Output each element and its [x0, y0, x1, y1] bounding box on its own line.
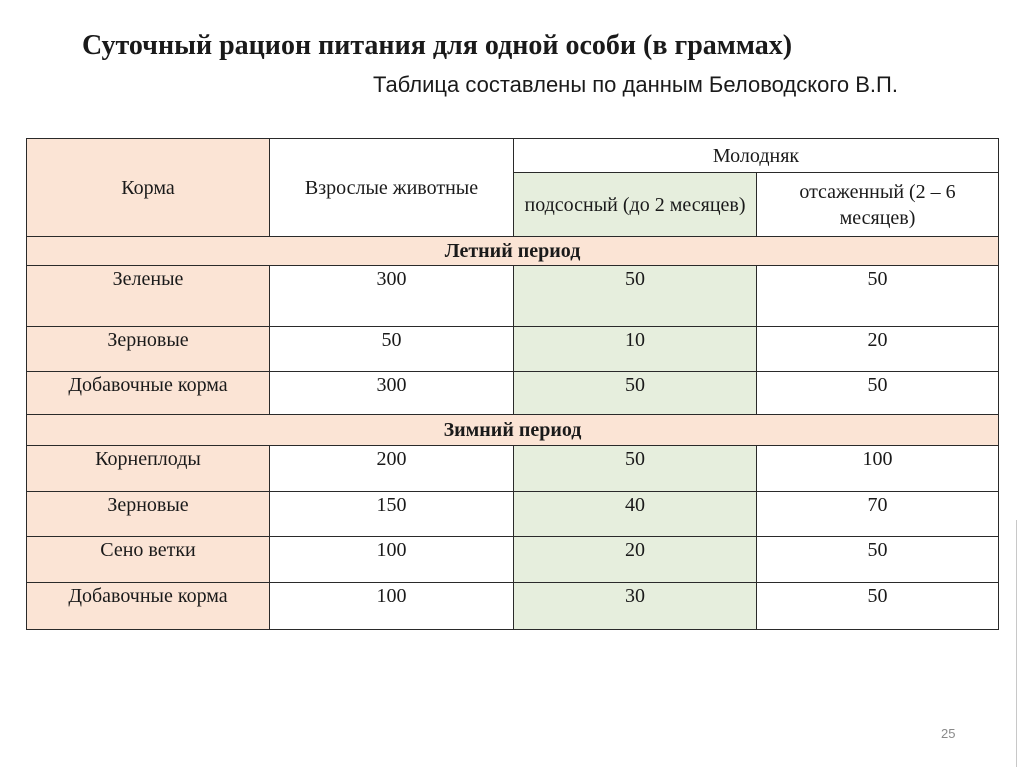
table-row	[27, 583, 999, 630]
table-row	[27, 266, 999, 327]
cell-adults: 150	[270, 492, 514, 537]
winter-period-header: Зимний период	[27, 415, 999, 446]
cell-weaned: 20	[757, 327, 999, 372]
cell-suckling: 30	[514, 583, 757, 630]
header-young: Молодняк	[514, 139, 999, 173]
cell-suckling: 20	[514, 537, 757, 583]
header-adults: Взрослые животные	[270, 139, 514, 237]
cell-feed: Добавочные корма	[27, 583, 270, 630]
table-row	[27, 327, 999, 372]
cell-feed: Добавочные корма	[27, 372, 270, 415]
cell-adults: 100	[270, 583, 514, 630]
cell-feed: Зерновые	[27, 327, 270, 372]
cell-weaned: 50	[757, 266, 999, 327]
cell-weaned: 50	[757, 583, 999, 630]
cell-weaned: 100	[757, 446, 999, 492]
slide-subtitle: Таблица составлены по данным Беловодского В.П.	[373, 72, 898, 97]
table-row	[27, 446, 999, 492]
cell-suckling: 50	[514, 266, 757, 327]
table-row	[27, 372, 999, 415]
cell-weaned: 70	[757, 492, 999, 537]
header-suckling: подсосный (до 2 месяцев)	[514, 173, 757, 237]
ration-table	[26, 138, 999, 630]
cell-suckling: 50	[514, 372, 757, 415]
cell-suckling: 10	[514, 327, 757, 372]
cell-feed: Корнеплоды	[27, 446, 270, 492]
slide-edge-divider	[1016, 520, 1017, 767]
header-weaned: отсаженный (2 – 6 месяцев)	[757, 173, 999, 237]
cell-adults: 200	[270, 446, 514, 492]
slide-title: Суточный рацион питания для одной особи (в граммах)	[82, 30, 793, 61]
cell-weaned: 50	[757, 537, 999, 583]
cell-adults: 300	[270, 372, 514, 415]
table-row	[27, 537, 999, 583]
cell-adults: 300	[270, 266, 514, 327]
cell-weaned: 50	[757, 372, 999, 415]
header-feed: Корма	[27, 139, 270, 237]
table-row	[27, 492, 999, 537]
cell-adults: 50	[270, 327, 514, 372]
cell-suckling: 40	[514, 492, 757, 537]
cell-feed: Зерновые	[27, 492, 270, 537]
summer-period-header: Летний период	[27, 237, 999, 266]
page-number: 25	[941, 726, 956, 741]
cell-adults: 100	[270, 537, 514, 583]
cell-feed: Сено ветки	[27, 537, 270, 583]
cell-feed: Зеленые	[27, 266, 270, 327]
cell-suckling: 50	[514, 446, 757, 492]
